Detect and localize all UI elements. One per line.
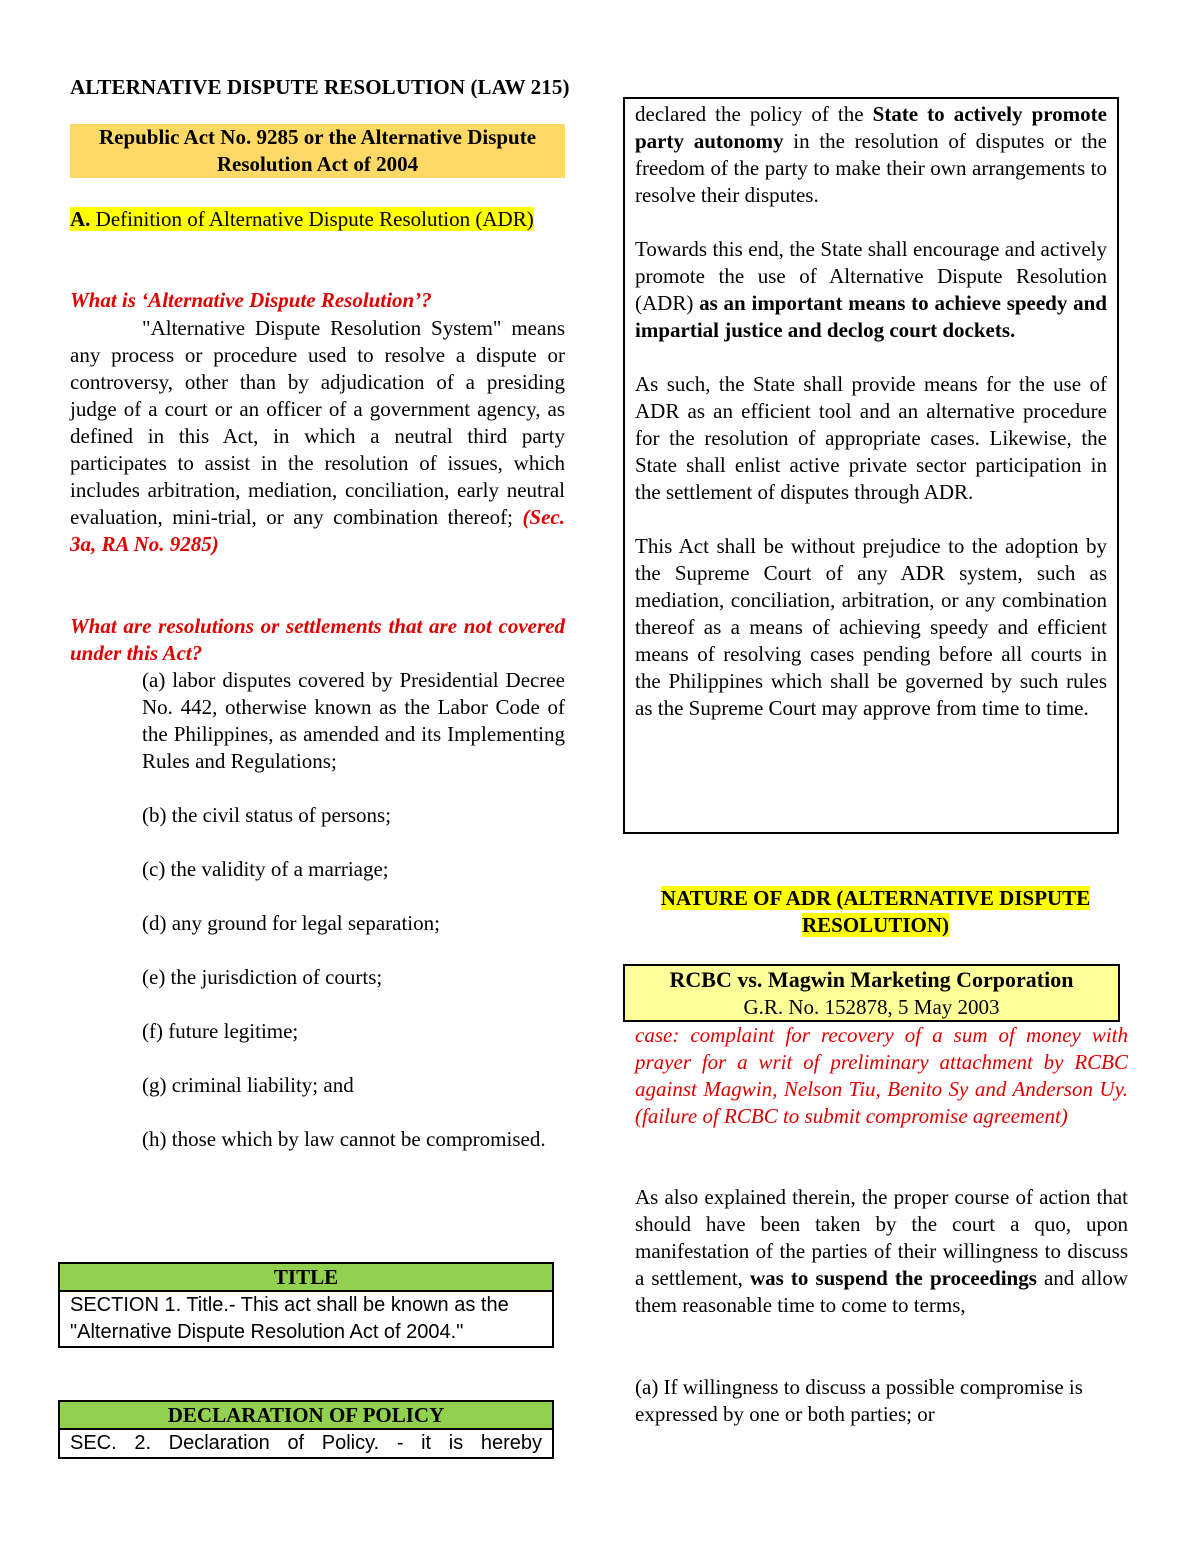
- policy-paragraph-3: As such, the State shall provide means for the use of ADR as an efficient tool and an alternative procedure for the resolution of appropriate cases. Likewise, the State shall enlist active private sector participation in the settlement of disputes through ADR.: [635, 372, 1107, 504]
- case-explanation-bold: was to suspend the proceedings: [750, 1266, 1037, 1290]
- policy-table-header: DECLARATION OF POLICY: [60, 1402, 552, 1430]
- declaration-of-policy-table: [58, 1400, 554, 1459]
- list-item: (b) the civil status of persons;: [142, 803, 392, 827]
- adr-definition-text: "Alternative Dispute Resolution System" means any process or procedure used to resolve a dispute or controversy, other than by adjudication of a presiding judge of a court or an officer of a government agency, as defined in this Act, in which a neutral third party participates to assist in the resolution of issues, which includes arbitration, mediation, conciliation, early neutral evaluation, mini-trial, or any combination thereof;: [70, 316, 565, 529]
- policy-p1-text-a: declared the policy of the: [635, 102, 873, 126]
- case-condition-a: (a) If willingness to discuss a possible compromise is expressed by one or both parties; or: [635, 1375, 1083, 1426]
- list-item: (g) criminal liability; and: [142, 1073, 354, 1097]
- question-not-covered: What are resolutions or settlements that are not covered under this Act?: [70, 614, 565, 665]
- case-explanation: [635, 1184, 1128, 1319]
- nature-of-adr-text: NATURE OF ADR (ALTERNATIVE DISPUTE RESOLUTION): [660, 886, 1091, 937]
- case-citation: G.R. No. 152878, 5 May 2003: [743, 995, 1000, 1019]
- list-item: (h) those which by law cannot be compromised.: [142, 1127, 546, 1151]
- case-explanation-text-a: As also explained therein, the proper course of action that should have been taken by the court a quo, upon manifestation of the parties of their willingness to discuss a settlement,: [635, 1185, 1128, 1290]
- policy-p2-bold: as an important means to achieve speedy and impartial justice and declog court dockets.: [635, 291, 1107, 342]
- list-item: (d) any ground for legal separation;: [142, 911, 440, 935]
- title-table: [58, 1262, 554, 1348]
- case-title-box: [623, 964, 1120, 1022]
- list-item: (a) labor disputes covered by Presidential Decree No. 442, otherwise known as the Labor Code of the Philippines, as amended and its Implementing Rules and Regulations;: [142, 668, 565, 773]
- case-title: RCBC vs. Magwin Marketing Corporation: [669, 967, 1074, 992]
- case-explanation-text-c: and allow them reasonable time to come to terms,: [635, 1266, 1128, 1317]
- republic-act-line-1: Republic Act No. 9285 or the Alternative Dispute: [98, 125, 537, 149]
- section-a-letter: A.: [70, 207, 91, 231]
- list-item: (f) future legitime;: [142, 1019, 299, 1043]
- policy-p1-bold: State to actively promote party autonomy: [635, 102, 1107, 153]
- question-what-is-adr: What is ‘Alternative Dispute Resolution’?: [70, 288, 432, 312]
- title-table-header: TITLE: [60, 1264, 552, 1292]
- policy-p1-text-c: in the resolution of disputes or the freedom of the party to make their own arrangements to resolve their disputes.: [635, 129, 1107, 207]
- list-item: (e) the jurisdiction of courts;: [142, 965, 383, 989]
- adr-definition-answer: [70, 315, 565, 558]
- declaration-of-policy-continued: [623, 97, 1119, 834]
- list-item: (c) the validity of a marriage;: [142, 857, 389, 881]
- case-summary-note: case: complaint for recovery of a sum of money with prayer for a writ of preliminary attachment by RCBC against Magwin, Nelson Tiu, Benito Sy and Anderson Uy. (failure of RCBC to submit compromise agreement): [635, 1023, 1128, 1128]
- policy-paragraph-1: [635, 101, 1107, 209]
- policy-p2-text-a: Towards this end, the State shall encourage and actively promote the use of Alternative Dispute Resolution (ADR): [635, 237, 1107, 315]
- republic-act-line-2: Resolution Act of 2004: [216, 152, 419, 176]
- not-covered-list: [142, 667, 565, 1180]
- policy-paragraph-2: [635, 236, 1107, 344]
- nature-of-adr-heading: [623, 885, 1128, 939]
- adr-definition-citation: (Sec. 3a, RA No. 9285): [70, 505, 566, 556]
- title-table-body: SECTION 1. Title.- This act shall be known as the "Alternative Dispute Resolution Act of 2004.": [70, 1294, 509, 1343]
- document-title: ALTERNATIVE DISPUTE RESOLUTION (LAW 215): [70, 75, 570, 99]
- policy-paragraph-4: This Act shall be without prejudice to the adoption by the Supreme Court of any ADR system, such as mediation, conciliation, arbitration, or any combination thereof as a means of achieving speedy and efficient means of resolving cases pending before all courts in the Philippines which shall be governed by such rules as the Supreme Court may approve from time to time.: [635, 534, 1107, 720]
- policy-table-body: SEC. 2. Declaration of Policy. - it is hereby: [70, 1432, 542, 1454]
- republic-act-banner: [70, 124, 565, 178]
- section-a-heading: [70, 206, 565, 233]
- section-a-text: Definition of Alternative Dispute Resolution (ADR): [95, 207, 534, 231]
